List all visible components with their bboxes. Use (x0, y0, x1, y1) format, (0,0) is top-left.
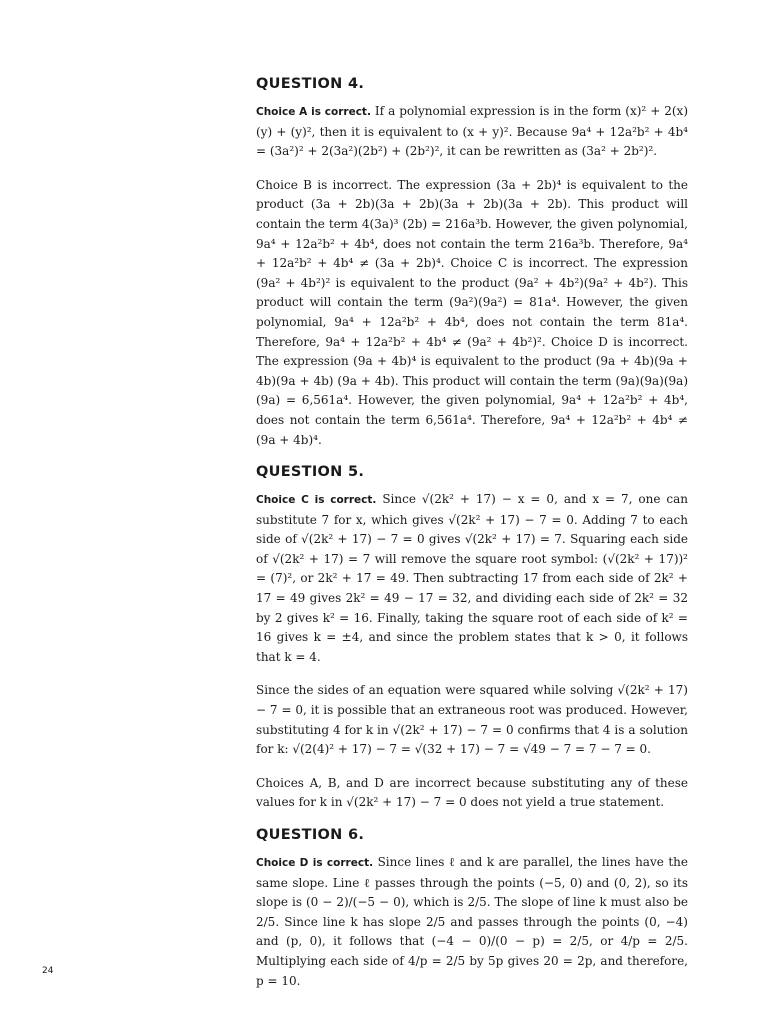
question-4-paragraph-1 (256, 102, 688, 162)
paragraph-text: Since √(2k² + 17) − x = 0, and x = 7, one can substitute 7 for x, which gives √(2k² + 17) − 7 = 0. Adding 7 to each side of √(2k² + 17) − 7 = 0 gives √(2k² + 17) = 7. Squaring each side of √(2k² + 17) = 7 will remove the square root symbol: (√(2k² + 17))² = (7)², or 2k² + 17 = 49. Then subtracting 17 from each side of 2k² + 17 = 49 gives 2k² = 49 − 17 = 32, and dividing each side of 2k² = 32 by 2 gives k² = 16. Finally, taking the square root of each side of k² = 16 gives k = ±4, and since the problem states that k > 0, it follows that k = 4. (256, 492, 688, 664)
question-4-section (256, 76, 688, 450)
correct-choice-label: Choice C is correct. (256, 494, 377, 507)
question-5-paragraph-3 (256, 774, 688, 813)
paragraph-text: Choice B is incorrect. The expression (3a + 2b)⁴ is equivalent to the product (3a + 2b)(3a + 2b)(3a + 2b)(3a + 2b). This product will contain the term 4(3a)³ (2b) = 216a³b. However, the given polynomial, 9a⁴ + 12a²b² + 4b⁴, does not contain the term 216a³b. Therefore, 9a⁴ + 12a²b² + 4b⁴ ≠ (3a + 2b)⁴. Choice C is incorrect. The expression (9a² + 4b²)² is equivalent to the product (9a² + 4b²)(9a² + 4b²). This product will contain the term (9a²)(9a²) = 81a⁴. However, the given polynomial, 9a⁴ + 12a²b² + 4b⁴, does not contain the term 81a⁴. Therefore, 9a⁴ + 12a²b² + 4b⁴ ≠ (9a² + 4b²)². Choice D is incorrect. The expression (9a + 4b)⁴ is equivalent to the product (9a + 4b)(9a + 4b)(9a + 4b) (9a + 4b). This product will contain the term (9a)(9a)(9a)(9a) = 6,561a⁴. However, the given polynomial, 9a⁴ + 12a²b² + 4b⁴, does not contain the term 6,561a⁴. Therefore, 9a⁴ + 12a²b² + 4b⁴ ≠ (9a + 4b)⁴. (256, 177, 688, 447)
question-5-heading: QUESTION 5. (256, 464, 365, 481)
question-6-paragraph-1 (256, 853, 688, 991)
question-6-section (256, 827, 688, 991)
page-number: 24 (42, 966, 54, 976)
paragraph-text: Choices A, B, and D are incorrect because substituting any of these values for k in √(2k² + 17) − 7 = 0 does not yield a true statement. (256, 775, 688, 810)
answer-explanations (256, 76, 688, 1009)
question-5-paragraph-1 (256, 490, 688, 667)
question-4-paragraph-2 (256, 176, 688, 450)
correct-choice-label: Choice D is correct. (256, 857, 374, 869)
paragraph-text: If a polynomial expression is in the form (x)² + 2(x)(y) + (y)², then it is equivalent to (x + y)². Because 9a⁴ + 12a²b² + 4b⁴ = (3a²)² + 2(3a²)(2b²) + (2b²)², it can be rewritten as (3a² + 2b²)². (256, 104, 689, 159)
question-5-paragraph-2 (256, 681, 688, 759)
paragraph-text: Since lines ℓ and k are parallel, the lines have the same slope. Line ℓ passes through the points (−5, 0) and (0, 2), so its slope is (0 − 2)/(−5 − 0), which is 2/5. The slope of line k must also be 2/5. Since line k has slope 2/5 and passes through the points (0, −4) and (p, 0), it follows that (−4 − 0)/(0 − p) = 2/5, or 4/p = 2/5. Multiplying each side of 4/p = 2/5 by 5p gives 20 = 2p, and therefore, p = 10. (256, 855, 688, 988)
correct-choice-label: Choice A is correct. (256, 106, 371, 118)
paragraph-text: Since the sides of an equation were squared while solving √(2k² + 17) − 7 = 0, it is possible that an extraneous root was produced. However, substituting 4 for k in √(2k² + 17) − 7 = 0 confirms that 4 is a solution for k: √(2(4)² + 17) − 7 = √(32 + 17) − 7 = √49 − 7 = 7 − 7 = 0. (256, 683, 688, 757)
question-4-heading: QUESTION 4. (256, 76, 365, 92)
question-5-section (256, 464, 688, 813)
question-6-heading: QUESTION 6. (256, 827, 365, 843)
